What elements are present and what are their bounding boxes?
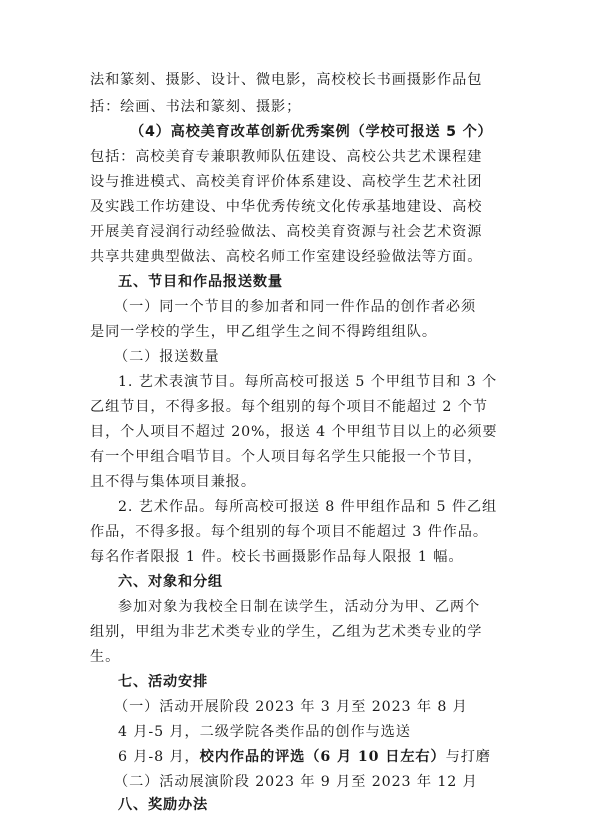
schedule-text: 6 月-8 月，: [118, 749, 200, 765]
body-line: 及实践工作坊建设、中华优秀传统文化传承基地建设、高校: [90, 199, 483, 215]
body-line: 是同一学校的学生，甲乙组学生之间不得跨组组队。: [90, 324, 438, 340]
body-line: 2. 艺术作品。每所高校可报送 8 件甲组作品和 5 件乙组: [118, 499, 498, 515]
body-line: 作品，不得多报。每个组别的每个项目不能超过 3 件作品。: [90, 524, 488, 540]
body-line: 生。: [90, 649, 121, 665]
section-heading: 八、奖励办法: [118, 797, 208, 813]
body-line: 包括：高校美育专兼职教师队伍建设、高校公共艺术课程建: [90, 149, 483, 165]
body-line: 组别，甲组为非艺术类专业的学生，乙组为艺术类专业的学: [90, 624, 483, 640]
section-heading: 五、节目和作品报送数量: [118, 274, 283, 290]
body-line: 开展美育浸润行动经验做法、高校美育资源与社会艺术资源: [90, 224, 483, 240]
body-line: 乙组节目，不得多报。每个组别的每个项目不能超过 2 个节: [90, 399, 488, 415]
schedule-emphasis: 校内作品的评选（6 月 10 日左右）: [199, 749, 446, 765]
section-heading: 六、对象和分组: [118, 574, 223, 590]
body-line: 且不得与集体项目兼报。: [90, 474, 256, 490]
body-line: 每名作者限报 1 件。校长书画摄影作品每人限报 1 幅。: [90, 549, 464, 565]
body-line: 括：绘画、书法和篆刻、摄影；: [90, 99, 302, 115]
body-line: 参加对象为我校全日制在读学生，活动分为甲、乙两个: [118, 599, 481, 615]
body-line: （二）报送数量: [114, 349, 220, 365]
body-line: [118, 747, 595, 767]
body-line: 4 月-5 月，二级学院各类作品的创作与选送: [118, 724, 411, 740]
body-line: 1. 艺术表演节目。每所高校可报送 5 个甲组节目和 3 个: [118, 374, 498, 390]
schedule-text: 与打磨: [445, 749, 491, 765]
body-line: 法和篆刻、摄影、设计、微电影，高校校长书画摄影作品包: [90, 72, 483, 88]
body-line: （二）活动展演阶段 2023 年 9 月至 2023 年 12 月: [114, 774, 478, 790]
body-line: （一）活动开展阶段 2023 年 3 月至 2023 年 8 月: [114, 699, 468, 715]
body-line: 共享共建典型做法、高校名师工作室建设经验做法等方面。: [90, 249, 483, 265]
body-line: 目，个人项目不超过 20%，报送 4 个甲组节目以上的必须要: [90, 424, 498, 440]
section-heading: 七、活动安排: [118, 674, 208, 690]
body-line: 设与推进模式、高校美育评价体系建设、高校学生艺术社团: [90, 174, 483, 190]
body-line: （一）同一个节目的参加者和同一件作品的创作者必须: [114, 299, 477, 315]
section-heading: （4）高校美育改革创新优秀案例（学校可报送 5 个）: [130, 124, 493, 140]
body-line: 有一个甲组合唱节目。个人项目每名学生只能报一个节目，: [90, 449, 483, 465]
